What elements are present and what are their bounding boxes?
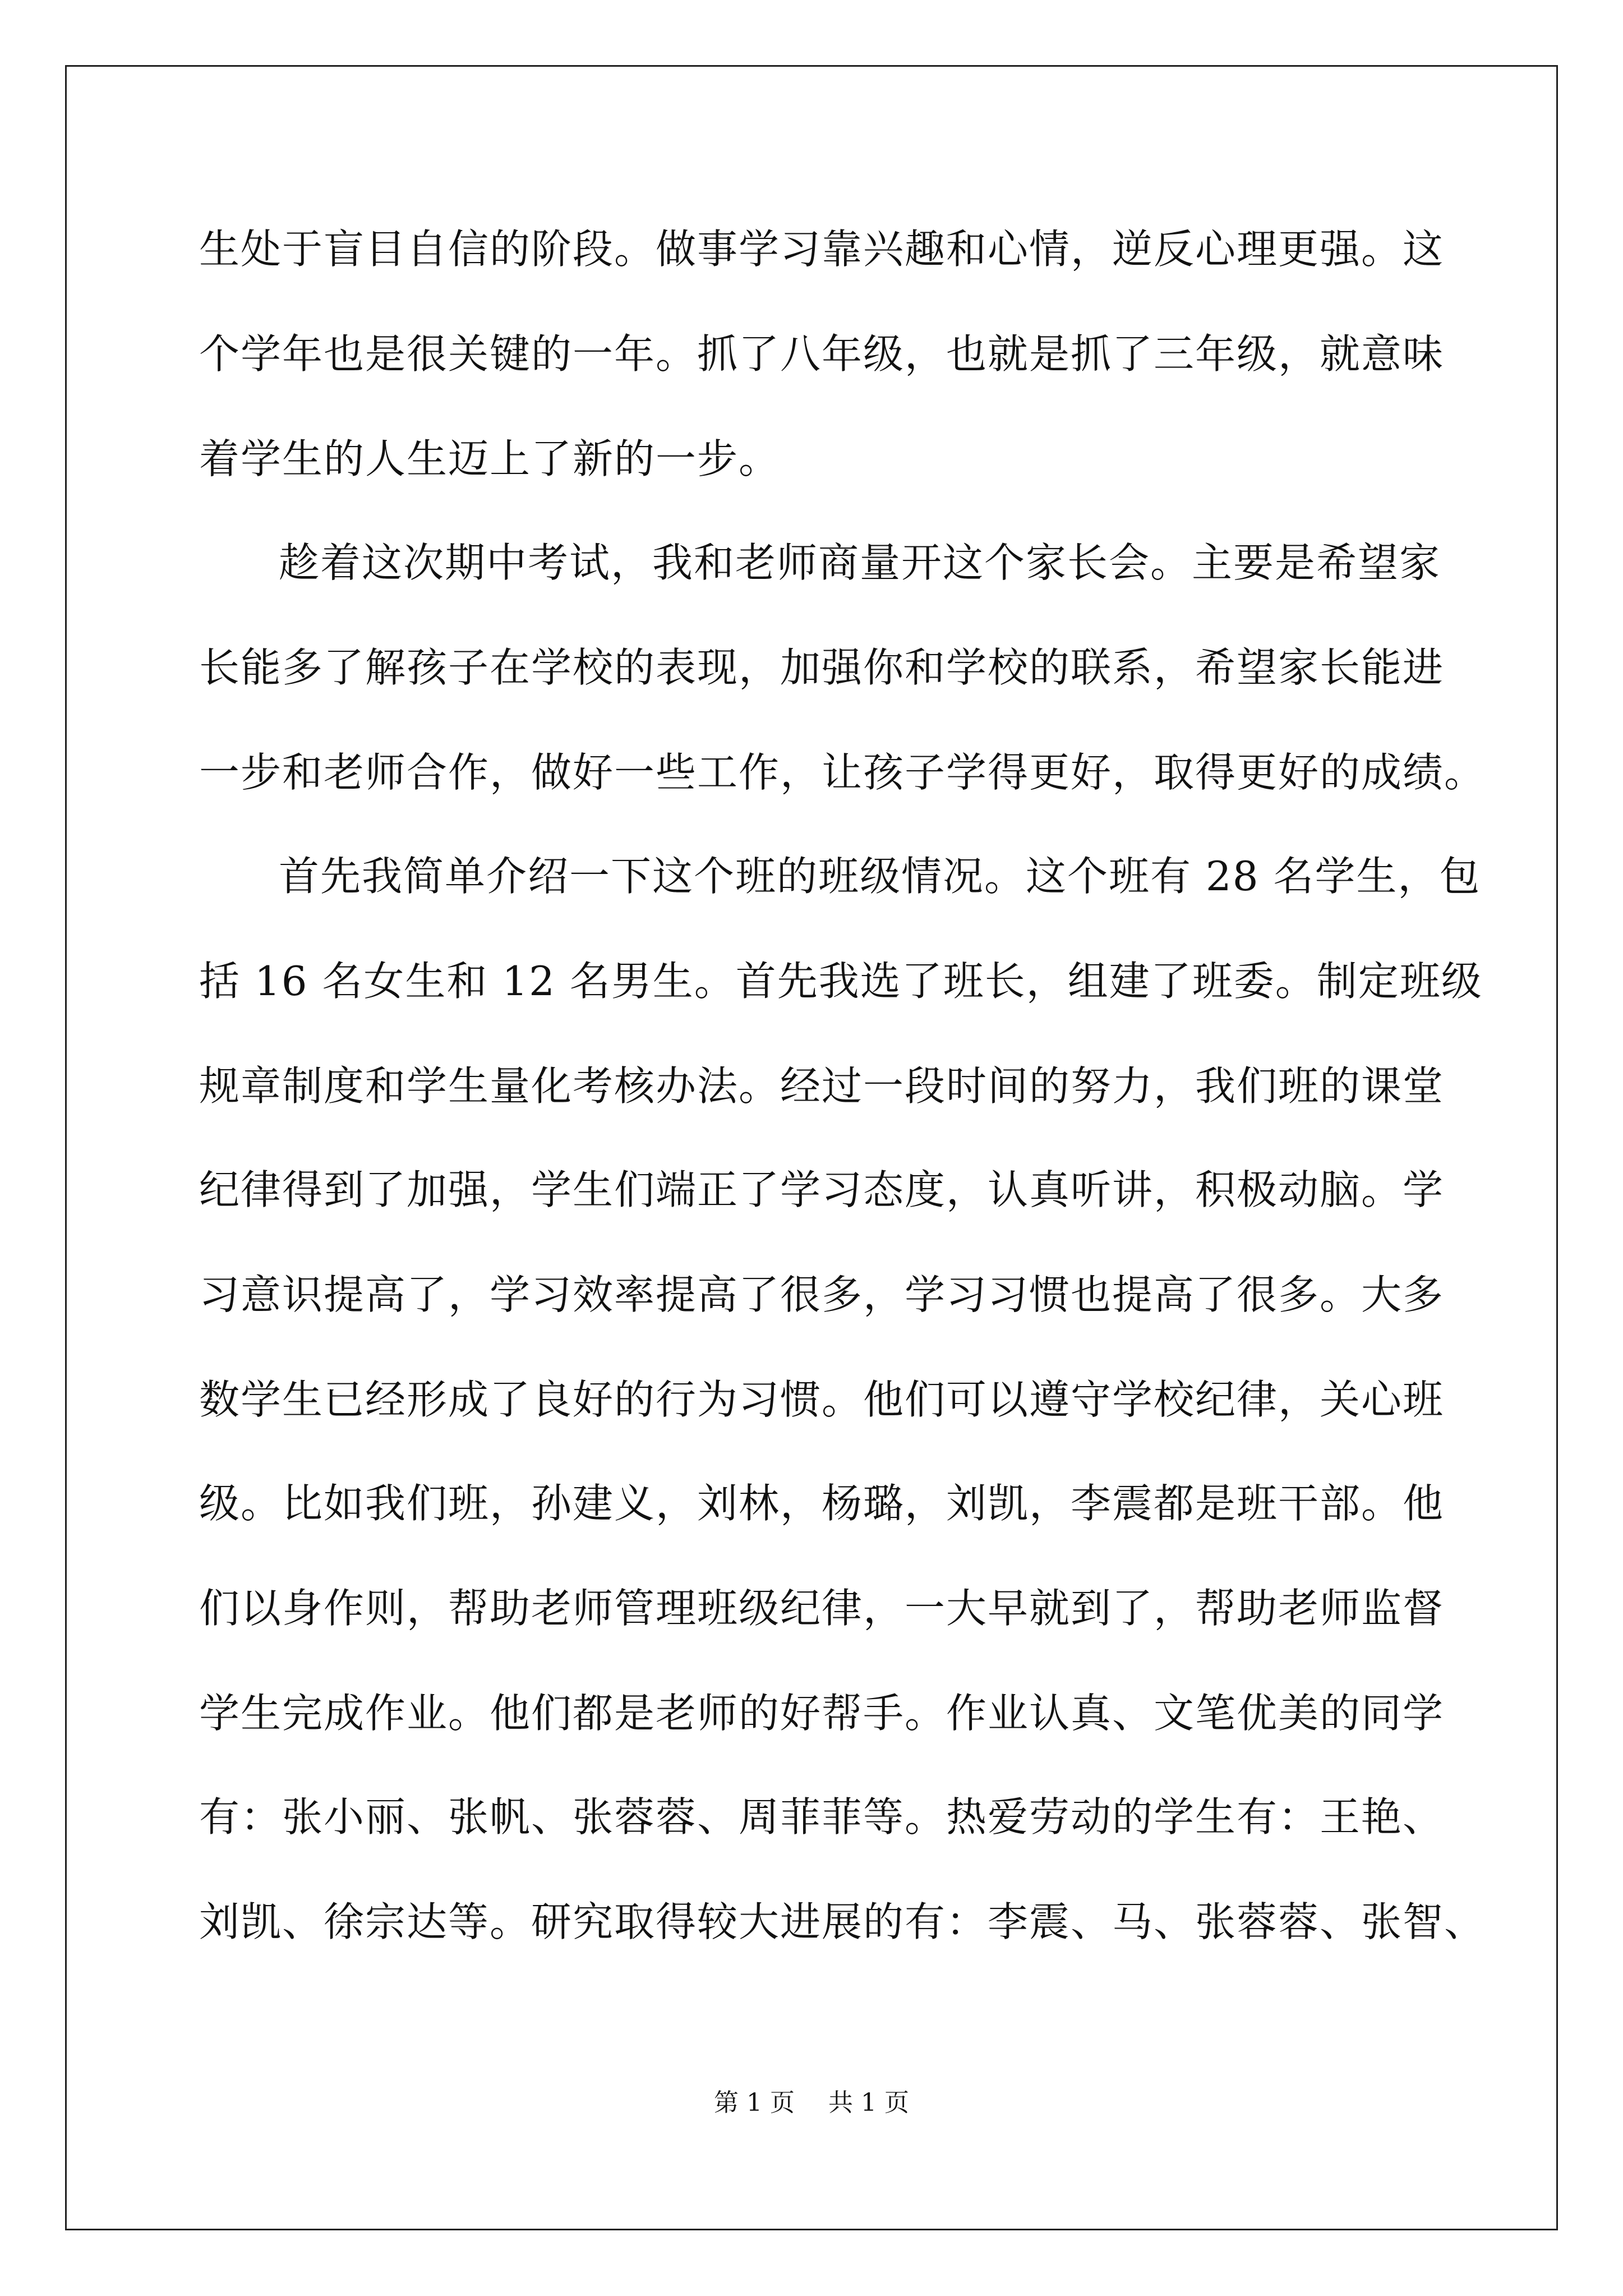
text-line: 级。比如我们班，孙建义，刘林，杨璐，刘凯，李震都是班干部。他 <box>199 1480 1445 1527</box>
text-line: 长能多了解孩子在学校的表现，加强你和学校的联系，希望家长能进 <box>199 644 1445 691</box>
text-line: 有：张小丽、张帆、张蓉蓉、周菲菲等。热爱劳动的学生有：王艳、 <box>199 1793 1445 1841</box>
text-line: 纪律得到了加强，学生们端正了学习态度，认真听讲，积极动脑。学 <box>199 1166 1445 1213</box>
text-line: 学生完成作业。他们都是老师的好帮手。作业认真、文笔优美的同学 <box>199 1690 1445 1737</box>
text-line: 刘凯、徐宗达等。研究取得较大进展的有：李震、马、张蓉蓉、张智、 <box>199 1898 1486 1945</box>
text-line: 个学年也是很关键的一年。抓了八年级，也就是抓了三年级，就意味 <box>199 330 1445 378</box>
text-line: 生处于盲目自信的阶段。做事学习靠兴趣和心情，逆反心理更强。这 <box>199 226 1445 273</box>
text-line: 数学生已经形成了良好的行为习惯。他们可以遵守学校纪律，关心班 <box>199 1376 1445 1423</box>
text-line: 们以身作则，帮助老师管理班级纪律，一大早就到了，帮助老师监督 <box>199 1585 1445 1632</box>
paragraph-first-line: 首先我简单介绍一下这个班的班级情况。这个班有 28 名学生，包 <box>279 853 1481 900</box>
text-line: 一步和老师合作，做好一些工作，让孩子学得更好，取得更好的成绩。 <box>199 749 1486 796</box>
text-line: 着学生的人生迈上了新的一步。 <box>199 435 781 482</box>
text-line: 习意识提高了，学习效率提高了很多，学习习惯也提高了很多。大多 <box>199 1271 1445 1318</box>
page-total: 共 1 页 <box>828 2088 909 2117</box>
text-line: 规章制度和学生量化考核办法。经过一段时间的努力，我们班的课堂 <box>199 1062 1445 1110</box>
page-footer <box>0 2086 1623 2120</box>
text-line: 括 16 名女生和 12 名男生。首先我选了班长，组建了班委。制定班级 <box>199 958 1483 1005</box>
paragraph-first-line: 趁着这次期中考试，我和老师商量开这个家长会。主要是希望家 <box>279 539 1441 586</box>
page-number: 第 1 页 <box>714 2088 795 2117</box>
